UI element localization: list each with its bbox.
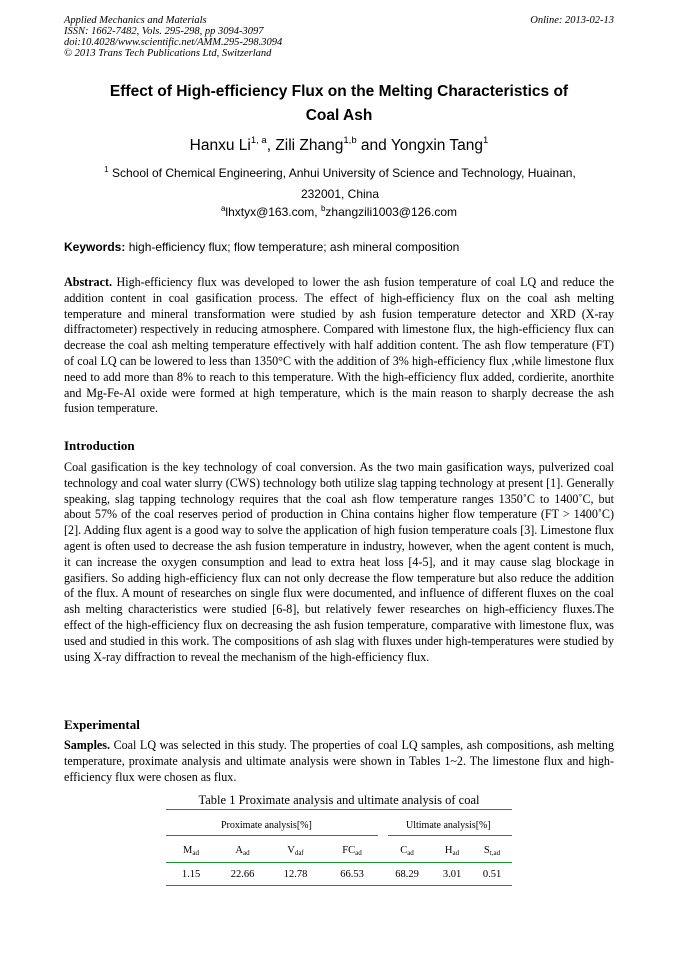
author-name: Zili Zhang — [275, 137, 344, 154]
group-underline-ultimate — [388, 835, 512, 836]
journal-header — [64, 15, 282, 59]
affiliation-text: School of Chemical Engineering, Anhui University of Science and Technology, Huainan, 232001, China — [111, 166, 576, 201]
table-caption: Table 1 Proximate analysis and ultimate analysis of coal — [198, 793, 480, 807]
paper-title — [64, 80, 614, 128]
table-cell: 12.78 — [283, 868, 308, 880]
author-affil-mark: 1,b — [343, 135, 357, 146]
group-underline-proximate — [166, 835, 378, 836]
group-header-proximate: Proximate analysis[%] — [221, 820, 312, 831]
abstract — [64, 275, 614, 417]
abstract-label: Abstract. — [64, 275, 113, 289]
table-group-header — [166, 810, 512, 840]
author-emails — [64, 204, 614, 220]
table-cell: 1.15 — [181, 868, 201, 880]
email-link[interactable]: lhxtyx@163.com — [225, 205, 315, 219]
introduction-text: Coal gasification is the key technology of coal conversion. As the two main gasification ways, pulverized coal technology and coal water slurry (CWS) technology both utilize slag tapping technology at present [1]. Generally speaking, slag tapping technology requires that the coal ash flow temperature ranges 1350˚C to 1400˚C, but about 57% of the coal reserves period of production in China contains higher flow temperature (FT > 1400˚C) [2]. Adding flux agent is a good way to solve the application of high fusion temperature coals [3]. Limestone flux agent is often used to decrease the ash fusion temperature in industry, however, when the agent content is much, it can increase the oxygen consumption and lead to extra heat loss [4-5], and it may cause slag blockage in gasifiers. So adding high-efficiency flux can not only decrease the flow temperature but also reduce the addition of the flux. A mount of researches on single flux were documented, and influence of different fluxes on the coal ash melting characteristics were studied [6-8], but relatively fewer researches on high-efficiency fluxes.The effect of the high-efficiency flux on decreasing the ash fusion temperature, comparative with limestone flux, was used and studied in this work. The compositions of ash slag with fluxes under high-temperatures were studied by using X-ray diffraction to reveal the mechanism of the high-efficiency flux. — [64, 460, 614, 664]
affiliation — [90, 163, 590, 205]
table-header-row — [166, 840, 512, 862]
author-separator: , — [266, 137, 276, 154]
email-link[interactable]: zhangzili1003@126.com — [325, 205, 458, 219]
keywords-label: Keywords: — [64, 240, 126, 254]
doi-line: doi:10.4028/www.scientific.net/AMM.295-298.3094 — [64, 37, 283, 48]
table-row — [166, 863, 512, 885]
email-separator: , — [314, 205, 321, 219]
samples-text: Coal LQ was selected in this study. The properties of coal LQ samples, ash compositions, ash melting temperature, proximate analysis and ultimate analysis were shown in Tables 1~2. The limestone flux and high-efficiency flux were chosen as flux. — [64, 738, 614, 784]
author-affil-mark: 1 — [483, 135, 489, 146]
online-date: Online: 2013-02-13 — [530, 15, 614, 26]
table-1 — [166, 809, 512, 886]
issn-line: ISSN: 1662-7482, Vols. 295-298, pp 3094-3097 — [64, 26, 264, 37]
column-header: $C_{ad}$ — [400, 845, 414, 857]
column-header: $V_{daf}$ — [287, 845, 304, 857]
title-line-1: Effect of High-efficiency Flux on the Melting Characteristics of — [109, 83, 569, 100]
column-header: $A_{ad}$ — [235, 845, 250, 857]
author-list — [64, 136, 614, 156]
journal-name: Applied Mechanics and Materials — [64, 15, 207, 26]
table-cell: 0.51 — [482, 868, 502, 880]
abstract-text: High-efficiency flux was developed to lower the ash fusion temperature of coal LQ and reduce the addition content in coal gasification process. The effect of high-efficiency flux on the coal ash melting temperature and mineral transformation were studied by ash fusion temperature detector and XRD (X-ray diffractometer) respectively in reducing atmosphere. Compared with limestone flux, the high-efficiency flux can decrease the coal ash melting temperature effectively with half addition content. The ash flow temperature (FT) of coal LQ can be lowered to less than 1350°C with the addition of 3% high-efficiency flux ,while limestone flux need to add more than 8% to reach to this temperature. With the high-efficiency flux added, cordierite, anorthite and Mg-Fe-Al oxide were formed at high temperature, which is the main reason to sharply decrease the ash fusion temperature. — [64, 275, 615, 416]
introduction-heading: Introduction — [64, 438, 135, 453]
table-cell: 3.01 — [442, 868, 462, 880]
column-header: $H_{ad}$ — [444, 845, 460, 857]
author-name: Yongxin Tang — [390, 137, 484, 154]
samples-paragraph — [64, 738, 614, 785]
table-cell: 22.66 — [230, 868, 255, 880]
title-line-2: Coal Ash — [305, 107, 373, 124]
author-affil-mark: 1, a — [250, 135, 267, 146]
email-mark: b — [320, 204, 326, 213]
column-header: $S_{t,ad}$ — [483, 845, 501, 857]
table-cell: 68.29 — [395, 868, 419, 880]
keywords-text: high-efficiency flux; flow temperature; ash mineral composition — [128, 240, 460, 254]
column-header: $M_{ad}$ — [183, 845, 199, 857]
keywords — [64, 240, 614, 255]
author-name: Hanxu Li — [189, 137, 251, 154]
table-bottom-rule — [166, 885, 512, 886]
experimental-heading: Experimental — [64, 717, 140, 732]
copyright-line: © 2013 Trans Tech Publications Ltd, Switzerland — [64, 48, 272, 59]
table-cell: 66.53 — [340, 868, 364, 880]
email-mark: a — [220, 204, 226, 213]
author-and: and — [356, 137, 391, 154]
group-header-ultimate: Ultimate analysis[%] — [406, 820, 491, 831]
column-header: $FC_{ad}$ — [342, 845, 362, 857]
affiliation-mark: 1 — [104, 165, 109, 174]
samples-label: Samples. — [64, 738, 111, 752]
